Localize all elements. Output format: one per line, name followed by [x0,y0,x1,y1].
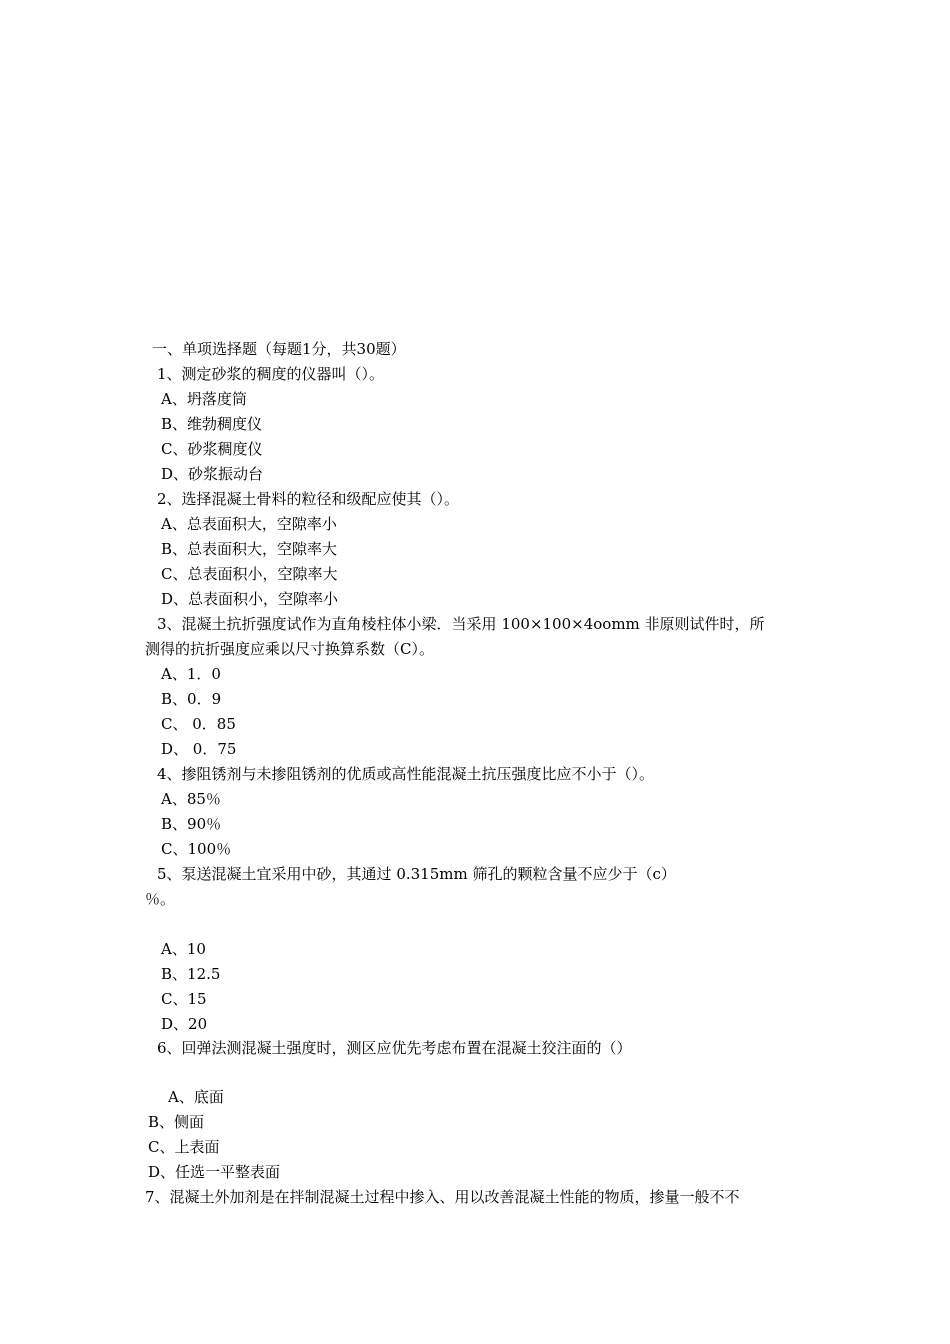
question-3-option-a: A、1．0 [161,665,221,683]
question-4-stem: 4、掺阻锈剂与未掺阻锈剂的优质或高性能混凝土抗压强度比应不小于（）。 [157,765,655,783]
question-3-stem: 3、混凝土抗折强度试作为直角棱柱体小梁．当采用 100×100×4oomm 非原则试件时，所 [157,615,765,633]
question-5-option-b: B、12.5 [161,965,221,983]
question-6-stem: 6、回弹法测混凝土强度时，测区应优先考虑布置在混凝土狡注面的（） [157,1039,632,1057]
question-3-option-d: D、 0．75 [161,740,237,758]
question-1-option-d: D、砂浆振动台 [161,465,264,483]
question-6-option-a: A、底面 [168,1088,224,1106]
question-4-option-c: C、100％ [161,840,232,858]
question-6-option-b: B、侧面 [148,1113,205,1131]
question-1-option-b: B、维勃稠度仪 [161,415,263,433]
question-5-stem-continued: ％。 [145,890,176,908]
section-title: 一、单项选择题（每题1分，共30题） [152,340,406,358]
question-3-stem-continued: 测得的抗折强度应乘以尺寸换算系数（C）。 [145,640,434,658]
question-4-option-b: B、90％ [161,815,222,833]
question-2-option-a: A、总表面积大，空隙率小 [161,515,337,533]
question-5-option-a: A、10 [161,940,206,958]
question-1-stem: 1、测定砂浆的稠度的仪器叫（）。 [157,365,385,383]
question-7-stem: 7、混凝土外加剂是在拌制混凝土过程中掺入、用以改善混凝土性能的物质，掺量一般不不 [145,1188,740,1206]
question-2-option-c: C、总表面积小，空隙率大 [161,565,338,583]
question-6-option-d: D、任选一平整表面 [148,1163,281,1181]
question-2-option-d: D、总表面积小，空隙率小 [161,590,339,608]
question-2-option-b: B、总表面积大，空隙率大 [161,540,338,558]
question-6-option-c: C、上表面 [148,1138,220,1156]
question-3-option-c: C、 0．85 [161,715,236,733]
question-1-option-a: A、坍落度筒 [161,390,247,408]
question-3-option-b: B、0．9 [161,690,222,708]
question-5-option-c: C、15 [161,990,207,1008]
question-2-stem: 2、选择混凝土骨料的粒径和级配应使其（）。 [157,490,460,508]
question-4-option-a: A、85％ [161,790,221,808]
question-5-stem: 5、泵送混凝土宜采用中砂，其通过 0.315mm 筛孔的颗粒含量不应少于（c） [157,865,676,883]
question-1-option-c: C、砂浆稠度仪 [161,440,263,458]
question-5-option-d: D、20 [161,1015,208,1033]
